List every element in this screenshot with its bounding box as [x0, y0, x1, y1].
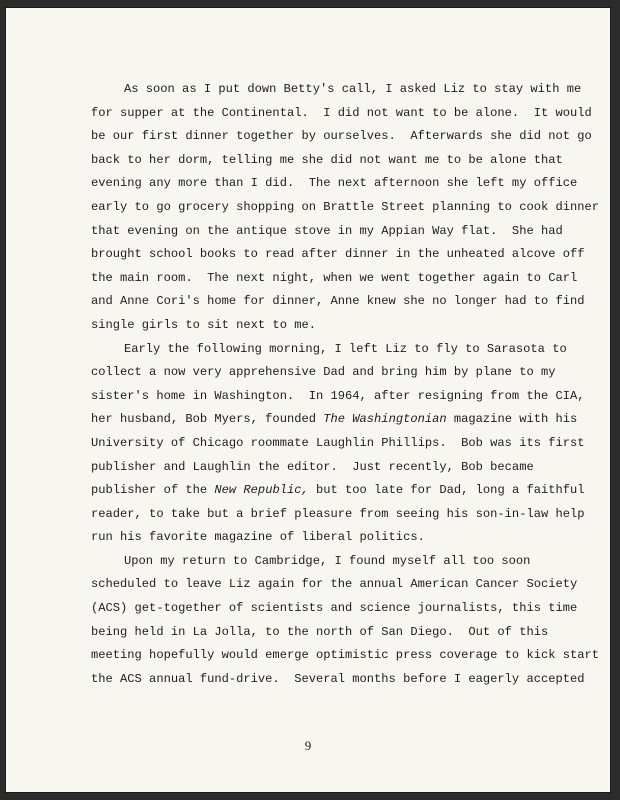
text-segment: (ACS) get-together of scientists and science journalists, this time: [91, 601, 578, 616]
text-line: [91, 503, 585, 527]
document-page: [6, 8, 610, 792]
text-segment: scheduled to leave Liz again for the annual American Cancer Society: [91, 577, 578, 592]
text-line: [91, 573, 578, 597]
text-segment: early to go grocery shopping on Brattle Street planning to cook dinner: [91, 199, 600, 214]
text-segment: being held in La Jolla, to the north of San Diego. Out of this: [91, 624, 549, 639]
text-line: [91, 526, 561, 550]
text-segment: run his favorite magazine of liberal politics.: [91, 530, 425, 545]
text-line: [91, 125, 592, 149]
text-segment: that evening on the antique stove in my Appian Way flat. She had: [91, 223, 563, 238]
text-line: [91, 456, 561, 480]
italic-title: New Republic,: [214, 483, 309, 498]
text-segment: Upon my return to Cambridge, I found myself all too soon: [124, 553, 531, 568]
text-segment: for supper at the Continental. I did not want to be alone. It would: [91, 105, 592, 120]
text-line: [91, 267, 578, 291]
text-line: [91, 78, 582, 102]
text-line: [91, 220, 561, 244]
text-segment: the main room. The next night, when we went together again to Carl: [91, 270, 578, 285]
text-segment: publisher and Laughlin the editor. Just recently, Bob became: [91, 459, 534, 474]
text-segment: single girls to sit next to me.: [91, 317, 316, 332]
text-line: [91, 668, 585, 692]
text-line: [91, 102, 592, 126]
text-segment: back to her dorm, telling me she did not want me to be alone that: [91, 152, 563, 167]
text-line: [91, 361, 561, 385]
body-text: [91, 78, 600, 691]
text-line: [91, 597, 578, 621]
text-line: [91, 385, 585, 409]
text-line: [91, 479, 585, 503]
text-segment: Early the following morning, I left Liz to fly to Sarasota to: [124, 341, 567, 356]
text-line: [91, 432, 585, 456]
text-segment: collect a now very apprehensive Dad and bring him by plane to my: [91, 365, 556, 380]
text-segment: but too late for Dad, long a faithful: [308, 483, 585, 498]
text-line: [91, 621, 561, 645]
text-line: [91, 644, 600, 668]
text-line: [91, 408, 578, 432]
text-line: [91, 149, 561, 173]
text-segment: magazine with his: [446, 412, 578, 427]
text-line: [91, 290, 585, 314]
text-segment: meeting hopefully would emerge optimistic press coverage to kick start: [91, 648, 600, 663]
text-line: [91, 196, 600, 220]
text-segment: University of Chicago roommate Laughlin Phillips. Bob was its first: [91, 435, 585, 450]
text-segment: publisher of the: [91, 483, 215, 498]
text-segment: As soon as I put down Betty's call, I asked Liz to stay with me: [124, 82, 582, 96]
text-segment: her husband, Bob Myers, founded: [91, 412, 324, 427]
text-line: [91, 314, 561, 338]
text-line: [91, 243, 585, 267]
text-segment: the ACS annual fund-drive. Several months before I eagerly accepted: [91, 671, 585, 686]
text-line: [91, 172, 578, 196]
text-segment: sister's home in Washington. In 1964, after resigning from the CIA,: [91, 388, 585, 403]
text-line: [91, 550, 561, 574]
text-line: [91, 338, 567, 362]
text-segment: and Anne Cori's home for dinner, Anne knew she no longer had to find: [91, 294, 585, 309]
text-segment: reader, to take but a brief pleasure from seeing his son-in-law help: [91, 506, 585, 521]
text-segment: be our first dinner together by ourselves. Afterwards she did not go: [91, 129, 592, 144]
page-number: 9: [304, 738, 312, 753]
italic-title: The Washingtonian: [323, 412, 447, 427]
text-segment: brought school books to read after dinner in the unheated alcove off: [91, 247, 585, 262]
text-segment: evening any more than I did. The next afternoon she left my office: [91, 176, 578, 191]
